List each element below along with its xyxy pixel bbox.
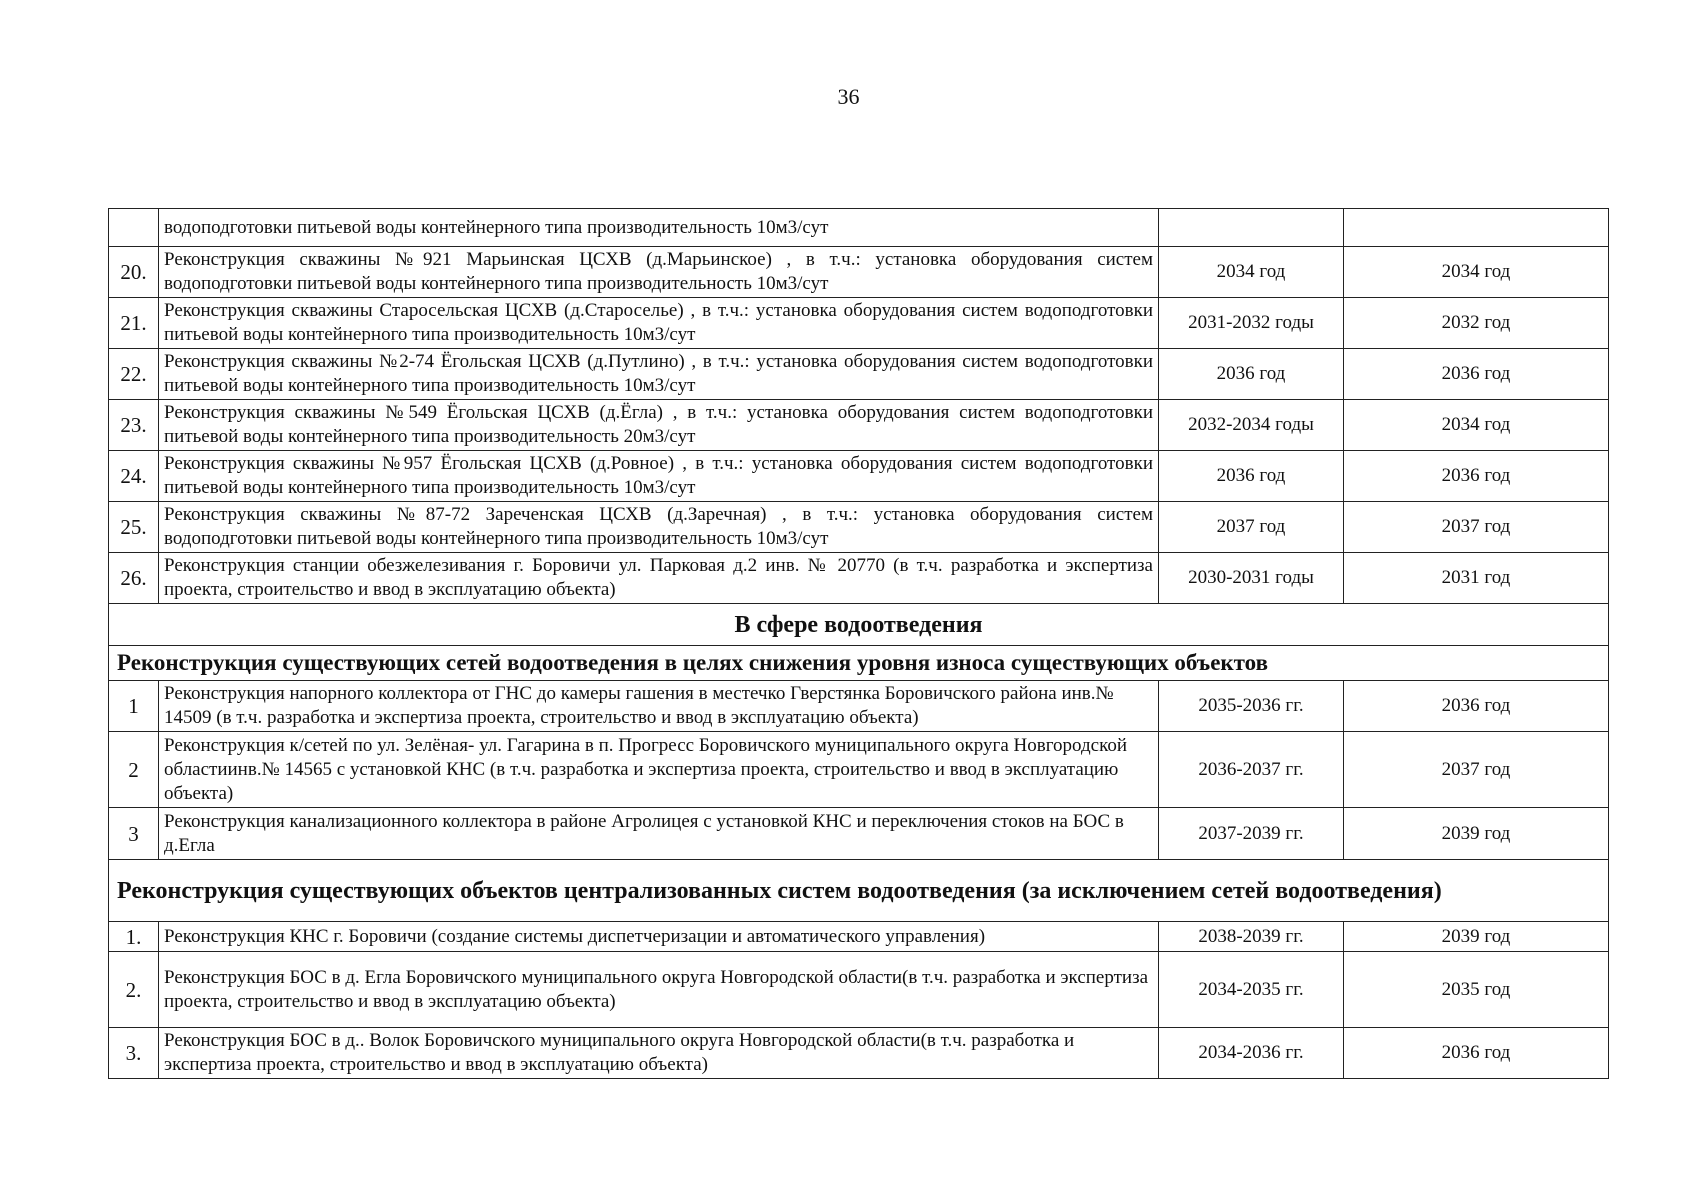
row-number: 3.: [109, 1028, 159, 1079]
row-description: Реконструкция скважины №921 Марьинская ЦСХВ (д.Марьинское) , в т.ч.: установка оборудования систем водоподготовки питьевой воды контейнерного типа производительность 10м3/сут: [159, 247, 1159, 298]
row-start-date: 2035-2036 гг.: [1159, 681, 1344, 732]
row-description: водоподготовки питьевой воды контейнерного типа производительность 10м3/сут: [159, 209, 1159, 247]
row-number: 26.: [109, 553, 159, 604]
row-number: 1.: [109, 922, 159, 952]
row-end-date: 2031 год: [1344, 553, 1609, 604]
row-start-date: 2031-2032 годы: [1159, 298, 1344, 349]
table-row: [109, 922, 1609, 952]
row-description: Реконструкция скважины №87-72 Зареченская ЦСХВ (д.Заречная) , в т.ч.: установка оборудования систем водоподготовки питьевой воды контейнерного типа производительность 10м3/сут: [159, 502, 1159, 553]
row-end-date: 2036 год: [1344, 451, 1609, 502]
table-row: [109, 298, 1609, 349]
row-end-date: 2036 год: [1344, 681, 1609, 732]
row-end-date: 2039 год: [1344, 922, 1609, 952]
row-number: 23.: [109, 400, 159, 451]
row-description: Реконструкция БОС в д.. Волок Боровичского муниципального округа Новгородской области(в т.ч. разработка и экспертиза проекта, строительство и ввод в эксплуатацию объекта): [159, 1028, 1159, 1079]
row-start-date: [1159, 209, 1344, 247]
table-row: [109, 1028, 1609, 1079]
section-title: В сфере водоотведения: [109, 604, 1609, 646]
row-end-date: 2035 год: [1344, 952, 1609, 1028]
table-row: [109, 451, 1609, 502]
row-description: Реконструкция станции обезжелезивания г. Боровичи ул. Парковая д.2 инв. № 20770 (в т.ч. разработка и экспертиза проекта, строительство и ввод в эксплуатацию объекта): [159, 553, 1159, 604]
page-number: 36: [837, 84, 860, 109]
row-description: Реконструкция БОС в д. Егла Боровичского муниципального округа Новгородской области(в т.ч. разработка и экспертиза проекта, строительство и ввод в эксплуатацию объекта): [159, 952, 1159, 1028]
table-row: [109, 247, 1609, 298]
row-description: Реконструкция скважины №957 Ёгольская ЦСХВ (д.Ровное) , в т.ч.: установка оборудования систем водоподготовки питьевой воды контейнерного типа производительность 10м3/сут: [159, 451, 1159, 502]
row-number: 25.: [109, 502, 159, 553]
row-end-date: 2036 год: [1344, 349, 1609, 400]
row-start-date: 2038-2039 гг.: [1159, 922, 1344, 952]
table-row: [109, 681, 1609, 732]
row-end-date: 2034 год: [1344, 400, 1609, 451]
table-row: [109, 400, 1609, 451]
table-row: [109, 502, 1609, 553]
row-start-date: 2034 год: [1159, 247, 1344, 298]
row-start-date: 2032-2034 годы: [1159, 400, 1344, 451]
investment-table: [108, 208, 1609, 1079]
subsection-heading-row: [109, 646, 1609, 681]
table-row: [109, 808, 1609, 860]
row-start-date: 2036-2037 гг.: [1159, 732, 1344, 808]
table-row: [109, 952, 1609, 1028]
row-description: Реконструкция скважины №2-74 Ёгольская ЦСХВ (д.Путлино) , в т.ч.: установка оборудования систем водоподготовки питьевой воды контейнерного типа производительность 10м3/сут: [159, 349, 1159, 400]
row-end-date: 2034 год: [1344, 247, 1609, 298]
row-start-date: 2036 год: [1159, 451, 1344, 502]
row-number: 22.: [109, 349, 159, 400]
row-description: Реконструкция напорного коллектора от ГНС до камеры гашения в местечко Гверстянка Боровичского района инв.№ 14509 (в т.ч. разработка и экспертиза проекта, строительство и ввод в эксплуатацию объекта): [159, 681, 1159, 732]
row-number: 20.: [109, 247, 159, 298]
section-heading-row: [109, 604, 1609, 646]
row-number: 21.: [109, 298, 159, 349]
row-description: Реконструкция КНС г. Боровичи (создание системы диспетчеризации и автоматического управления): [159, 922, 1159, 952]
row-start-date: 2037-2039 гг.: [1159, 808, 1344, 860]
row-start-date: 2034-2036 гг.: [1159, 1028, 1344, 1079]
row-number: 2: [109, 732, 159, 808]
row-end-date: 2032 год: [1344, 298, 1609, 349]
row-description: Реконструкция канализационного коллектора в районе Агролицея с установкой КНС и переключения стоков на БОС в д.Егла: [159, 808, 1159, 860]
row-number: 24.: [109, 451, 159, 502]
row-start-date: 2034-2035 гг.: [1159, 952, 1344, 1028]
table-row: [109, 732, 1609, 808]
table-row: [109, 553, 1609, 604]
row-end-date: [1344, 209, 1609, 247]
subsection-heading-row: [109, 860, 1609, 922]
row-description: Реконструкция к/сетей по ул. Зелёная- ул. Гагарина в п. Прогресс Боровичского муниципального округа Новгородской областиинв.№ 14565 с установкой КНС (в т.ч. разработка и экспертиза проекта, строительство и ввод в эксплуатацию объекта): [159, 732, 1159, 808]
row-number: 1: [109, 681, 159, 732]
table-row-continuation: [109, 209, 1609, 247]
subsection-title: Реконструкция существующих объектов централизованных систем водоотведения (за исключением сетей водоотведения): [109, 860, 1609, 922]
row-start-date: 2036 год: [1159, 349, 1344, 400]
row-description: Реконструкция скважины №549 Ёгольская ЦСХВ (д.Ёгла) , в т.ч.: установка оборудования систем водоподготовки питьевой воды контейнерного типа производительность 20м3/сут: [159, 400, 1159, 451]
row-end-date: 2037 год: [1344, 732, 1609, 808]
row-description: Реконструкция скважины Старосельская ЦСХВ (д.Староселье) , в т.ч.: установка оборудования систем водоподготовки питьевой воды контейнерного типа производительность 10м3/сут: [159, 298, 1159, 349]
row-start-date: 2037 год: [1159, 502, 1344, 553]
row-number: [109, 209, 159, 247]
row-end-date: 2037 год: [1344, 502, 1609, 553]
row-start-date: 2030-2031 годы: [1159, 553, 1344, 604]
row-number: 2.: [109, 952, 159, 1028]
row-number: 3: [109, 808, 159, 860]
table-row: [109, 349, 1609, 400]
row-end-date: 2039 год: [1344, 808, 1609, 860]
row-end-date: 2036 год: [1344, 1028, 1609, 1079]
subsection-title: Реконструкция существующих сетей водоотведения в целях снижения уровня износа существующих объектов: [109, 646, 1609, 681]
